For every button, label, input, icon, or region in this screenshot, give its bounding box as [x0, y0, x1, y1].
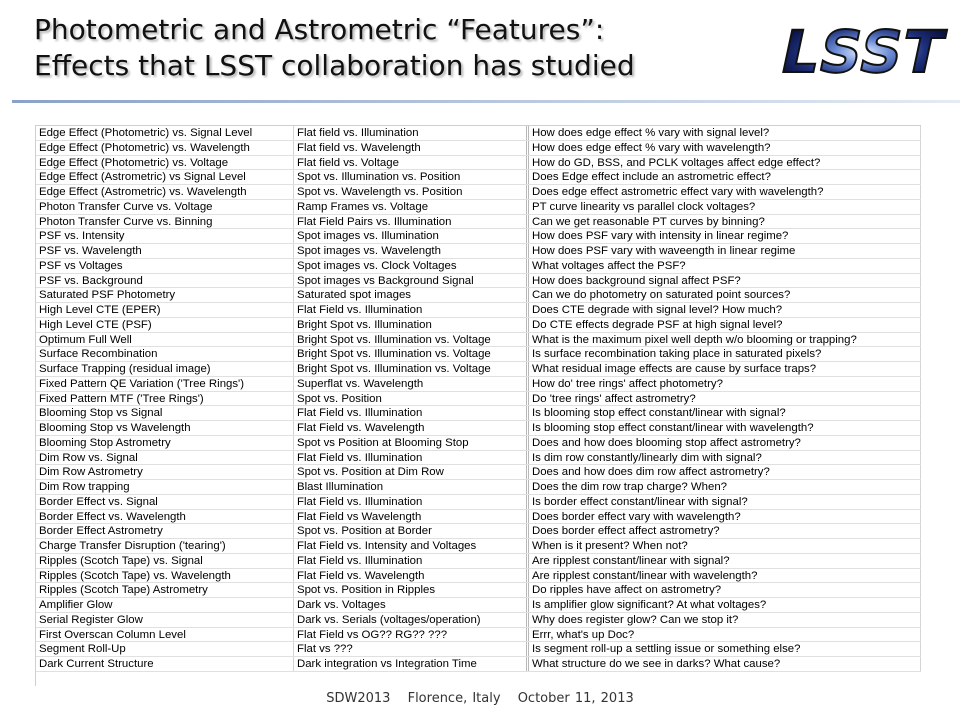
- feature-cell: Dim Row trapping: [36, 480, 294, 494]
- question-cell: How does PSF vary with waveength in linear regime: [529, 244, 921, 258]
- slide-footer: [0, 691, 960, 706]
- table-row: [36, 642, 921, 657]
- table-row: [36, 377, 921, 392]
- table-row: [36, 421, 921, 436]
- table-row: [36, 628, 921, 643]
- question-cell: How do' tree rings' affect photometry?: [529, 377, 921, 391]
- question-cell: Do CTE effects degrade PSF at high signal level?: [529, 318, 921, 332]
- test-cell: Flat field vs. Illumination: [294, 126, 529, 140]
- test-cell: Flat Field vs. Illumination: [294, 495, 529, 509]
- question-cell: How does edge effect % vary with signal level?: [529, 126, 921, 140]
- feature-cell: Surface Recombination: [36, 347, 294, 361]
- feature-cell: Serial Register Glow: [36, 613, 294, 627]
- feature-cell: Dark Current Structure: [36, 657, 294, 671]
- question-cell: Errr, what's up Doc?: [529, 628, 921, 642]
- feature-cell: Photon Transfer Curve vs. Voltage: [36, 200, 294, 214]
- question-cell: Is dim row constantly/linearly dim with signal?: [529, 451, 921, 465]
- table-row: [36, 465, 921, 480]
- feature-cell: Edge Effect (Photometric) vs. Voltage: [36, 156, 294, 170]
- question-cell: Is surface recombination taking place in saturated pixels?: [529, 347, 921, 361]
- footer-event: SDW2013: [326, 691, 391, 706]
- question-cell: Does border effect vary with wavelength?: [529, 510, 921, 524]
- table-row: [36, 126, 921, 141]
- test-cell: Spot images vs. Clock Voltages: [294, 259, 529, 273]
- question-cell: Does and how does blooming stop affect astrometry?: [529, 436, 921, 450]
- feature-cell: Blooming Stop Astrometry: [36, 436, 294, 450]
- table-row: [36, 288, 921, 303]
- table-row: [36, 598, 921, 613]
- test-cell: Flat Field vs. Illumination: [294, 451, 529, 465]
- test-cell: Bright Spot vs. Illumination: [294, 318, 529, 332]
- feature-cell: Dim Row vs. Signal: [36, 451, 294, 465]
- question-cell: How do GD, BSS, and PCLK voltages affect edge effect?: [529, 156, 921, 170]
- test-cell: Ramp Frames vs. Voltage: [294, 200, 529, 214]
- test-cell: Flat field vs. Wavelength: [294, 141, 529, 155]
- table-row: [36, 215, 921, 230]
- feature-cell: Charge Transfer Disruption ('tearing'): [36, 539, 294, 553]
- test-cell: Spot vs. Position at Border: [294, 524, 529, 538]
- test-cell: Flat Field vs Wavelength: [294, 510, 529, 524]
- question-cell: Are ripplest constant/linear with signal?: [529, 554, 921, 568]
- table-row: [36, 510, 921, 525]
- feature-cell: Fixed Pattern MTF ('Tree Rings'): [36, 392, 294, 406]
- test-cell: Spot vs. Position at Dim Row: [294, 465, 529, 479]
- test-cell: Blast Illumination: [294, 480, 529, 494]
- test-cell: Dark vs. Serials (voltages/operation): [294, 613, 529, 627]
- test-cell: Superflat vs. Wavelength: [294, 377, 529, 391]
- table-row: [36, 480, 921, 495]
- question-cell: Is segment roll-up a settling issue or something else?: [529, 642, 921, 656]
- test-cell: Spot images vs. Illumination: [294, 229, 529, 243]
- question-cell: How does edge effect % vary with wavelength?: [529, 141, 921, 155]
- feature-cell: PSF vs Voltages: [36, 259, 294, 273]
- feature-cell: Blooming Stop vs Wavelength: [36, 421, 294, 435]
- question-cell: Do ripples have affect on astrometry?: [529, 583, 921, 597]
- table-row: [36, 156, 921, 171]
- test-cell: Flat Field vs. Illumination: [294, 406, 529, 420]
- feature-cell: Edge Effect (Photometric) vs. Wavelength: [36, 141, 294, 155]
- table-row: [36, 539, 921, 554]
- question-cell: What voltages affect the PSF?: [529, 259, 921, 273]
- test-cell: Spot vs. Wavelength vs. Position: [294, 185, 529, 199]
- question-cell: Do 'tree rings' affect astrometry?: [529, 392, 921, 406]
- question-cell: What residual image effects are cause by surface traps?: [529, 362, 921, 376]
- slide-title: [34, 12, 734, 84]
- table-row: [36, 657, 921, 672]
- table-row: [36, 318, 921, 333]
- question-cell: Is blooming stop effect constant/linear with signal?: [529, 406, 921, 420]
- test-cell: Spot images vs Background Signal: [294, 274, 529, 288]
- question-cell: PT curve linearity vs parallel clock voltages?: [529, 200, 921, 214]
- question-cell: When is it present? When not?: [529, 539, 921, 553]
- feature-cell: PSF vs. Wavelength: [36, 244, 294, 258]
- table-row: [36, 347, 921, 362]
- test-cell: Spot images vs. Wavelength: [294, 244, 529, 258]
- test-cell: Flat Field vs. Wavelength: [294, 421, 529, 435]
- table-row: [36, 436, 921, 451]
- feature-cell: Border Effect vs. Wavelength: [36, 510, 294, 524]
- question-cell: Does border effect affect astrometry?: [529, 524, 921, 538]
- feature-cell: High Level CTE (PSF): [36, 318, 294, 332]
- feature-cell: Optimum Full Well: [36, 333, 294, 347]
- feature-cell: Edge Effect (Astrometric) vs. Wavelength: [36, 185, 294, 199]
- test-cell: Saturated spot images: [294, 288, 529, 302]
- feature-cell: PSF vs. Intensity: [36, 229, 294, 243]
- feature-cell: Segment Roll-Up: [36, 642, 294, 656]
- question-cell: Does CTE degrade with signal level? How much?: [529, 303, 921, 317]
- question-cell: Can we get reasonable PT curves by binning?: [529, 215, 921, 229]
- table-row: [36, 259, 921, 274]
- question-cell: Is border effect constant/linear with signal?: [529, 495, 921, 509]
- feature-cell: Ripples (Scotch Tape) vs. Signal: [36, 554, 294, 568]
- question-cell: Are ripplest constant/linear with wavelength?: [529, 569, 921, 583]
- svg-text:LSST: LSST: [775, 18, 951, 86]
- test-cell: Flat vs ???: [294, 642, 529, 656]
- test-cell: Dark integration vs Integration Time: [294, 657, 529, 671]
- question-cell: What is the maximum pixel well depth w/o blooming or trapping?: [529, 333, 921, 347]
- feature-cell: PSF vs. Background: [36, 274, 294, 288]
- footer-date: October 11, 2013: [517, 691, 634, 706]
- feature-cell: Saturated PSF Photometry: [36, 288, 294, 302]
- test-cell: Flat Field vs. Wavelength: [294, 569, 529, 583]
- feature-cell: Amplifier Glow: [36, 598, 294, 612]
- footer-location: Florence, Italy: [407, 691, 501, 706]
- table-row: [36, 170, 921, 185]
- table-row: [36, 274, 921, 289]
- table-row: [36, 229, 921, 244]
- table-row: [36, 524, 921, 539]
- test-cell: Flat Field Pairs vs. Illumination: [294, 215, 529, 229]
- table-row: [36, 495, 921, 510]
- feature-cell: High Level CTE (EPER): [36, 303, 294, 317]
- test-cell: Flat Field vs OG?? RG?? ???: [294, 628, 529, 642]
- test-cell: Dark vs. Voltages: [294, 598, 529, 612]
- question-cell: Is blooming stop effect constant/linear with wavelength?: [529, 421, 921, 435]
- feature-cell: Edge Effect (Photometric) vs. Signal Level: [36, 126, 294, 140]
- feature-cell: Photon Transfer Curve vs. Binning: [36, 215, 294, 229]
- question-cell: What structure do we see in darks? What cause?: [529, 657, 921, 671]
- table-row: [36, 392, 921, 407]
- lsst-logo: [770, 6, 956, 96]
- table-row: [36, 185, 921, 200]
- table-row: [36, 569, 921, 584]
- table-row: [36, 362, 921, 377]
- test-cell: Flat Field vs. Intensity and Voltages: [294, 539, 529, 553]
- feature-cell: Surface Trapping (residual image): [36, 362, 294, 376]
- test-cell: Flat field vs. Voltage: [294, 156, 529, 170]
- question-cell: Can we do photometry on saturated point sources?: [529, 288, 921, 302]
- table-row: [36, 141, 921, 156]
- table-row: [36, 333, 921, 348]
- table-row: [36, 583, 921, 598]
- feature-cell: Fixed Pattern QE Variation ('Tree Rings'): [36, 377, 294, 391]
- table-row: [36, 200, 921, 215]
- question-cell: Does the dim row trap charge? When?: [529, 480, 921, 494]
- test-cell: Spot vs Position at Blooming Stop: [294, 436, 529, 450]
- test-cell: Bright Spot vs. Illumination vs. Voltage: [294, 347, 529, 361]
- feature-cell: Blooming Stop vs Signal: [36, 406, 294, 420]
- question-cell: How does background signal affect PSF?: [529, 274, 921, 288]
- slide-title-line-2: Effects that LSST collaboration has studied: [34, 49, 635, 82]
- test-cell: Spot vs. Position: [294, 392, 529, 406]
- table-row: [36, 303, 921, 318]
- table-row: [36, 613, 921, 628]
- test-cell: Spot vs. Illumination vs. Position: [294, 170, 529, 184]
- test-cell: Flat Field vs. Illumination: [294, 554, 529, 568]
- feature-cell: Border Effect Astrometry: [36, 524, 294, 538]
- table-row: [36, 451, 921, 466]
- feature-cell: Ripples (Scotch Tape) vs. Wavelength: [36, 569, 294, 583]
- question-cell: Does Edge effect include an astrometric effect?: [529, 170, 921, 184]
- title-divider: [12, 100, 960, 103]
- feature-cell: First Overscan Column Level: [36, 628, 294, 642]
- test-cell: Bright Spot vs. Illumination vs. Voltage: [294, 333, 529, 347]
- table-row: [36, 554, 921, 569]
- table-row: [36, 244, 921, 259]
- features-table: [35, 125, 921, 686]
- test-cell: Flat Field vs. Illumination: [294, 303, 529, 317]
- question-cell: Does and how does dim row affect astrometry?: [529, 465, 921, 479]
- feature-cell: Ripples (Scotch Tape) Astrometry: [36, 583, 294, 597]
- feature-cell: Dim Row Astrometry: [36, 465, 294, 479]
- feature-cell: Border Effect vs. Signal: [36, 495, 294, 509]
- feature-cell: Edge Effect (Astrometric) vs Signal Level: [36, 170, 294, 184]
- question-cell: Does edge effect astrometric effect vary with wavelength?: [529, 185, 921, 199]
- slide-title-line-1: Photometric and Astrometric “Features”:: [34, 13, 605, 46]
- test-cell: Spot vs. Position in Ripples: [294, 583, 529, 597]
- question-cell: Why does register glow? Can we stop it?: [529, 613, 921, 627]
- question-cell: Is amplifier glow significant? At what voltages?: [529, 598, 921, 612]
- table-row: [36, 406, 921, 421]
- question-cell: How does PSF vary with intensity in linear regime?: [529, 229, 921, 243]
- test-cell: Bright Spot vs. Illumination vs. Voltage: [294, 362, 529, 376]
